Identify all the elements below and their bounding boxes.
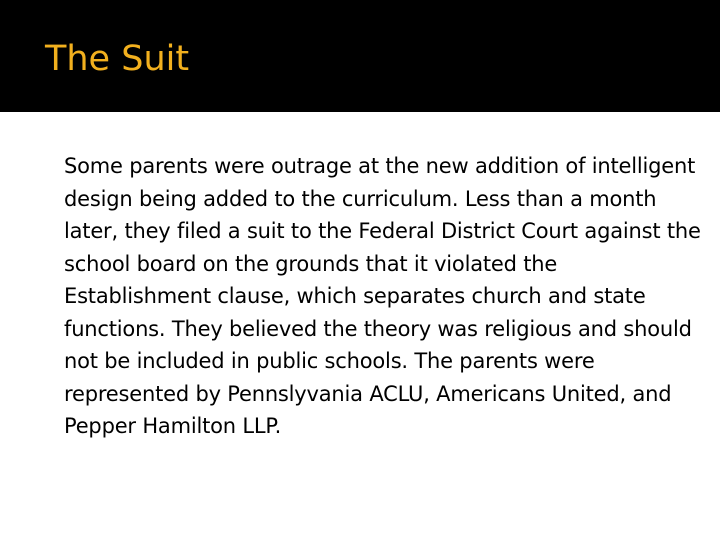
slide-title: The Suit <box>45 39 190 79</box>
slide-body-text: Some parents were outrage at the new addition of intelligent design being added to the curriculum. Less than a month later, they filed a suit to the Federal District Court against the school board on the grounds that it violated the Establishment clause, which separates church and state functions. They believed the theory was religious and should not be included in public schools. The parents were represented by Pennslyvania ACLU, Americans United, and Pepper Hamilton LLP. <box>64 154 701 438</box>
title-bar <box>0 0 720 112</box>
